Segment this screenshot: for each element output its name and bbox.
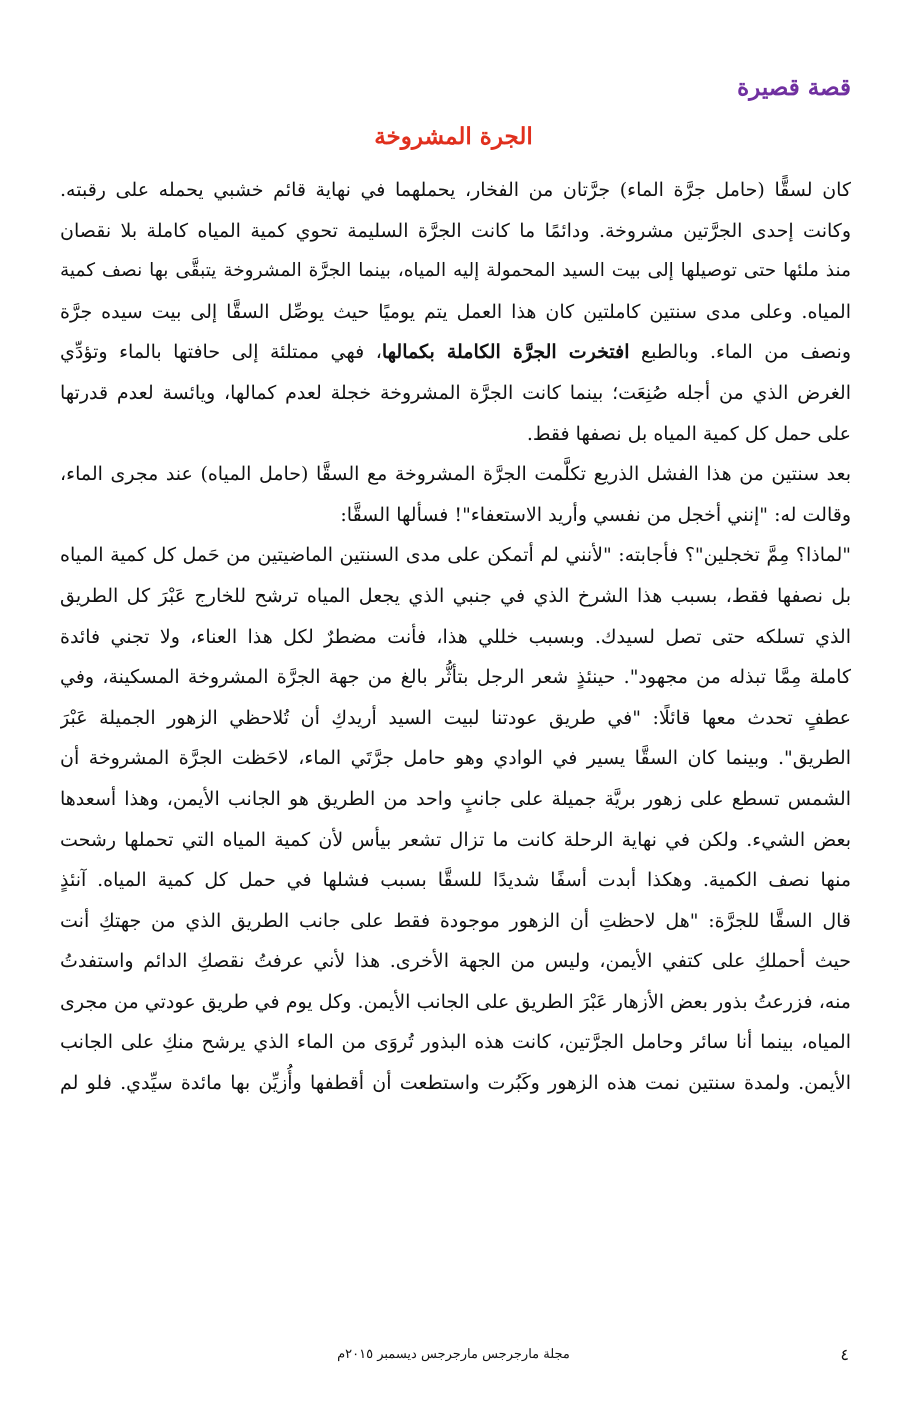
- text-line: الشمس تسطع على زهور بريَّة جميلة على جانبٍ واحد من الطريق هو الجانب الأيمن، وهذا أسعدها: [60, 787, 851, 810]
- section-label: قصة قصيرة: [737, 74, 851, 101]
- text-line: منه، فزرعتُ بذور بعض الأزهار عَبْرَ الطريق على الجانب الأيمن. وكل يوم في طريق عودتي من مجرى: [60, 990, 851, 1013]
- journal-info: مجلة مارجرجس مارجرجس ديسمبر ٢٠١٥م: [337, 1347, 570, 1362]
- bold-phrase: افتخرت الجرَّة الكاملة بكمالها: [381, 341, 630, 364]
- text-segment: ونصف من الماء. وبالطبع: [629, 341, 851, 364]
- text-line: حيث أحملكِ على كتفي الأيمن، وليس من الجهة الأخرى. هذا لأني عرفتُ نقصكِ الدائم واستفدتُ: [60, 950, 851, 973]
- text-line: منها نصف الكمية. وهكذا أبدت أسفًا شديدًا للسقَّا بسبب فشلها في حمل كل كمية المياه. آنئذٍ: [60, 869, 851, 892]
- text-line: قال السقَّا للجرَّة: "هل لاحظتِ أن الزهور موجودة فقط على جانب الطريق الذي من جهتكِ أنت: [60, 909, 851, 932]
- text-line: كان لسقًّا (حامل جرَّة الماء) جرَّتان من الفخار، يحملهما في نهاية قائم خشبي يحمله على رقبته.: [60, 179, 851, 201]
- text-line: بعض الشيء. ولكن في نهاية الرحلة كانت ما تزال تشعر بيأس لأن كمية المياه التي تحملها رشحت: [60, 828, 851, 851]
- text-line: الذي تسلكه حتى تصل لسيدك. وبسبب خللي هذا، فأنت مضطرٌ لكل هذا العناء، ولا تجني فائدة: [60, 625, 851, 648]
- page-number: ٤: [840, 1345, 849, 1364]
- text-line: "لماذا؟ مِمَّ تخجلين"؟ فأجابته: "لأنني لم أتمكن على مدى السنتين الماضيتين من حَمل كل كمية المياه: [60, 544, 851, 567]
- text-line: كاملة مِمَّا تبذله من مجهود". حينئذٍ شعر الرجل بتأثُّر بالغ من جهة الجرَّة المشروخة المسكينة، وفي: [60, 666, 851, 689]
- text-line: [60, 332, 851, 373]
- story-title: الجرة المشروخة: [374, 123, 533, 150]
- story-body: [60, 170, 851, 1104]
- text-line: وقالت له: "إنني أخجل من نفسي وأريد الاستعفاء"! فسألها السقَّا:: [340, 503, 851, 526]
- text-line: عطفٍ تحدث معها قائلًا: "في طريق عودتنا لبيت السيد أريدكِ أن تُلاحظي الزهور الجميلة عَبْرَ: [60, 706, 851, 729]
- text-line: بل نصفها فقط، بسبب هذا الشرخ الذي في جنبي الذي يجعل المياه ترشح للخارج عَبْرَ كل الطريق: [60, 584, 851, 607]
- text-line: وكانت إحدى الجرَّتين مشروخة. ودائمًا ما كانت الجرَّة السليمة تحوي كمية المياه كاملة بلا نقصان: [60, 219, 851, 242]
- text-segment: ، فهي ممتلئة إلى حافتها بالماء وتؤدِّي: [60, 341, 382, 364]
- text-line: المياه. وعلى مدى سنتين كاملتين كان هذا العمل يتم يوميًا حيث يوصِّل السقَّا إلى بيت سيده جرَّة: [60, 300, 851, 323]
- text-line: الغرض الذي من أجله صُنِعَت؛ بينما كانت الجرَّة المشروخة خجلة لعدم كمالها، ويائسة لعدم قدرتها: [60, 381, 851, 404]
- text-line: منذ ملئها حتى توصيلها إلى بيت السيد المحمولة إليه المياه، بينما الجرَّة المشروخة يتبقَّى بها نصف كمية: [60, 260, 851, 282]
- text-line: المياه، بينما أنا سائر وحامل الجرَّتين، كانت هذه البذور تُروَى من الماء الذي يرشح منكِ على الجانب: [60, 1031, 851, 1054]
- page-footer: [0, 1345, 907, 1369]
- text-line: على حمل كل كمية المياه بل نصفها فقط.: [526, 422, 851, 445]
- text-line: الأيمن. ولمدة سنتين نمت هذه الزهور وكَبُرت واستطعت أن أقطفها وأُزيِّن بها مائدة سيِّدي. فلو لم: [60, 1072, 851, 1095]
- text-line: الطريق". وبينما كان السقَّا يسير في الوادي وهو حامل جرَّتَي الماء، لاحَظت الجرَّة المشروخة أن: [60, 747, 851, 770]
- text-line: بعد سنتين من هذا الفشل الذريع تكلَّمت الجرَّة المشروخة مع السقَّا (حامل المياه) عند مجرى الماء،: [60, 463, 851, 486]
